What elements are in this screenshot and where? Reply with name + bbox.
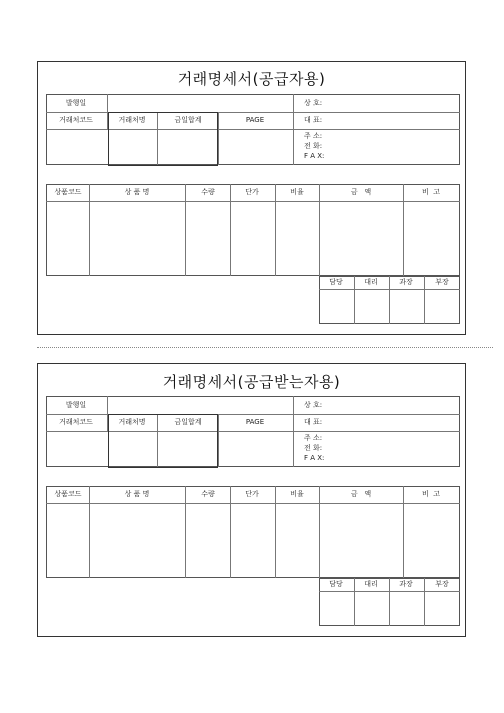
items-table — [46, 486, 460, 578]
col-header-product-code: 상품코드 — [54, 490, 82, 498]
partner-name-label: 거래처명 — [118, 116, 146, 124]
issue-date-label: 발행일 — [65, 99, 87, 107]
approval-assistant-manager: 대리 — [364, 278, 378, 286]
fax-label: F A X: — [304, 152, 325, 160]
col-header-product-name: 상 품 명 — [124, 188, 150, 196]
approval-section-chief: 과장 — [399, 580, 413, 588]
form-title: 거래명세서(공급받는자용) — [162, 373, 341, 391]
approval-department-head: 부장 — [435, 278, 449, 286]
partner-name-label: 거래처명 — [118, 418, 146, 426]
approval-assistant-manager: 대리 — [364, 580, 378, 588]
phone-label: 전 화: — [304, 444, 323, 452]
items-table — [46, 184, 460, 276]
col-header-ratio: 비율 — [290, 490, 304, 498]
col-header-unit-price: 단가 — [245, 490, 259, 498]
issue-date-label: 발행일 — [65, 401, 87, 409]
approval-staff: 담당 — [329, 580, 343, 588]
address-label: 주 소: — [304, 434, 323, 442]
rep-label: 대 표: — [304, 418, 323, 426]
col-header-quantity: 수량 — [201, 188, 215, 196]
rep-label: 대 표: — [304, 116, 323, 124]
page-label: PAGE — [245, 116, 265, 124]
form-title: 거래명세서(공급자용) — [177, 70, 326, 88]
col-header-amount: 금 액 — [350, 490, 372, 498]
invoice-form-supplier — [37, 61, 466, 335]
col-header-amount: 금 액 — [350, 188, 372, 196]
amount-total-label: 금일합계 — [174, 116, 202, 124]
phone-label: 전 화: — [304, 142, 323, 150]
partner-code-label: 거래처코드 — [59, 116, 93, 124]
col-header-ratio: 비율 — [290, 188, 304, 196]
partner-code-label: 거래처코드 — [59, 418, 93, 426]
cut-line — [37, 347, 493, 348]
invoice-form-recipient — [37, 363, 466, 637]
col-header-quantity: 수량 — [201, 490, 215, 498]
amount-total-label: 금일합계 — [174, 418, 202, 426]
address-label: 주 소: — [304, 132, 323, 140]
page-label: PAGE — [245, 418, 265, 426]
company-label: 상 호: — [304, 401, 323, 409]
col-header-remarks: 비 고 — [422, 188, 440, 196]
fax-label: F A X: — [304, 454, 325, 462]
col-header-product-name: 상 품 명 — [124, 490, 150, 498]
col-header-product-code: 상품코드 — [54, 188, 82, 196]
col-header-unit-price: 단가 — [245, 188, 259, 196]
approval-staff: 담당 — [329, 278, 343, 286]
approval-section-chief: 과장 — [399, 278, 413, 286]
approval-department-head: 부장 — [435, 580, 449, 588]
company-label: 상 호: — [304, 99, 323, 107]
col-header-remarks: 비 고 — [422, 490, 440, 498]
